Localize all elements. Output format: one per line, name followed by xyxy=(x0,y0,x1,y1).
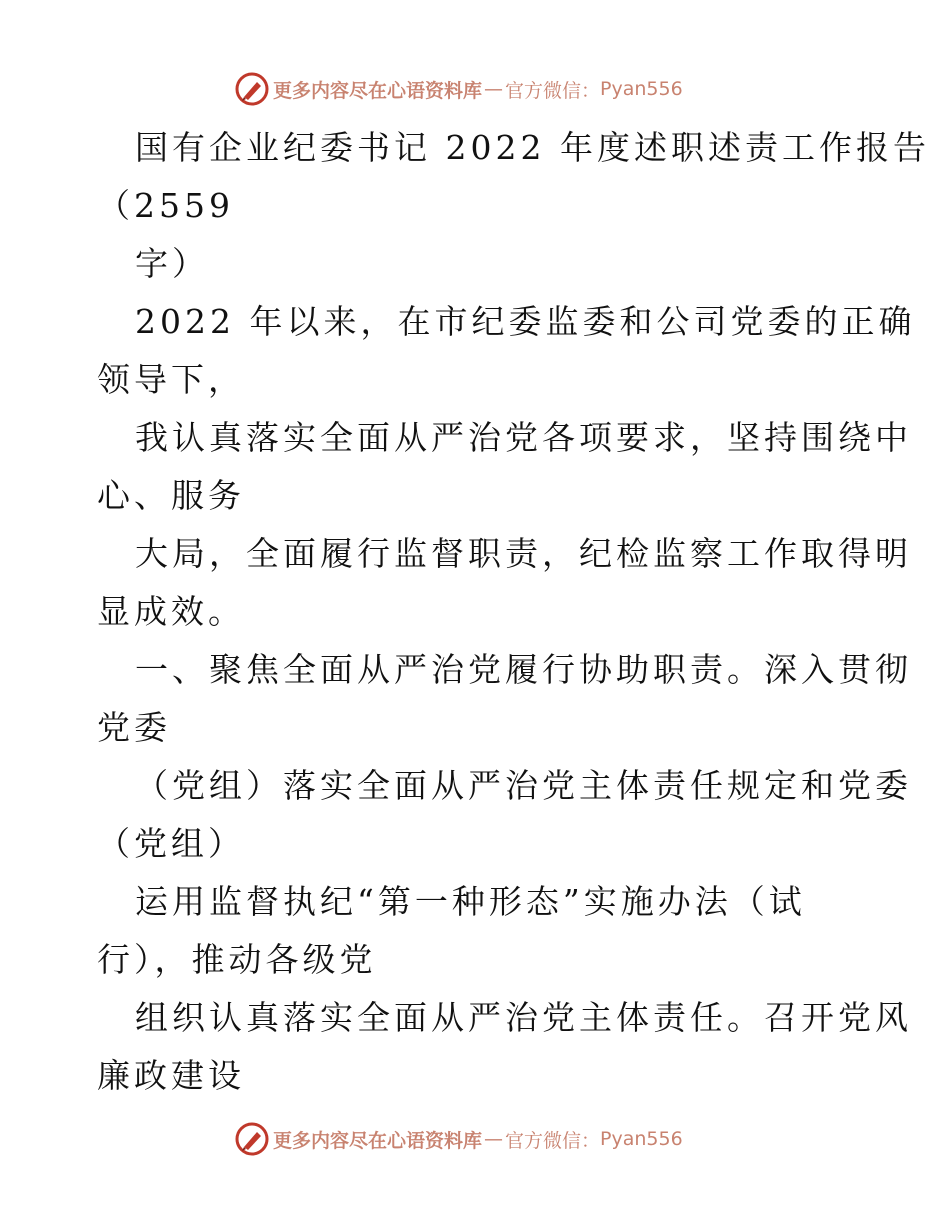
watermark-wechat-label: 官方微信： xyxy=(505,79,601,102)
pen-logo-icon xyxy=(235,72,269,106)
pen-logo-icon xyxy=(235,1122,269,1156)
paragraph-line: 心、服务 xyxy=(97,476,245,515)
paragraph-line: 运用监督执纪“第一种形态”实施办法（试 xyxy=(135,882,806,921)
paragraph-line: 显成效。 xyxy=(97,592,245,631)
header-watermark xyxy=(235,72,683,106)
paragraph-line: 行），推动各级党 xyxy=(97,940,377,979)
paragraph-line: 党委 xyxy=(97,708,171,747)
paragraph-line: 我认真落实全面从严治党各项要求，坚持围绕中 xyxy=(135,418,912,457)
watermark-site-text: 更多内容尽在心语资料库 xyxy=(273,1129,483,1152)
paragraph-line: （党组）落实全面从严治党主体责任规定和党委 xyxy=(135,766,912,805)
watermark-wechat-label: 官方微信： xyxy=(505,1129,601,1152)
paragraph-line: （2559 xyxy=(97,186,234,225)
watermark-separator: — xyxy=(484,1128,504,1150)
paragraph-line: 廉政建设 xyxy=(97,1056,245,1095)
document-title-line: 国有企业纪委书记 2022 年度述职述责工作报告 xyxy=(135,128,930,167)
paragraph-line: 组织认真落实全面从严治党主体责任。召开党风 xyxy=(135,998,912,1037)
paragraph-line: 字） xyxy=(135,244,209,283)
paragraph-line: 一、聚焦全面从严治党履行协助职责。深入贯彻 xyxy=(135,650,912,689)
watermark-wechat-id: Pyan556 xyxy=(600,1128,683,1150)
paragraph-line: 大局，全面履行监督职责，纪检监察工作取得明 xyxy=(135,534,912,573)
paragraph-line: 领导下， xyxy=(97,360,245,399)
paragraph-line: （党组） xyxy=(97,824,245,863)
footer-watermark xyxy=(235,1122,683,1156)
paragraph-line: 2022 年以来，在市纪委监委和公司党委的正确 xyxy=(135,302,916,341)
watermark-separator: — xyxy=(484,78,504,100)
watermark-wechat-id: Pyan556 xyxy=(600,78,683,100)
watermark-site-text: 更多内容尽在心语资料库 xyxy=(273,79,483,102)
